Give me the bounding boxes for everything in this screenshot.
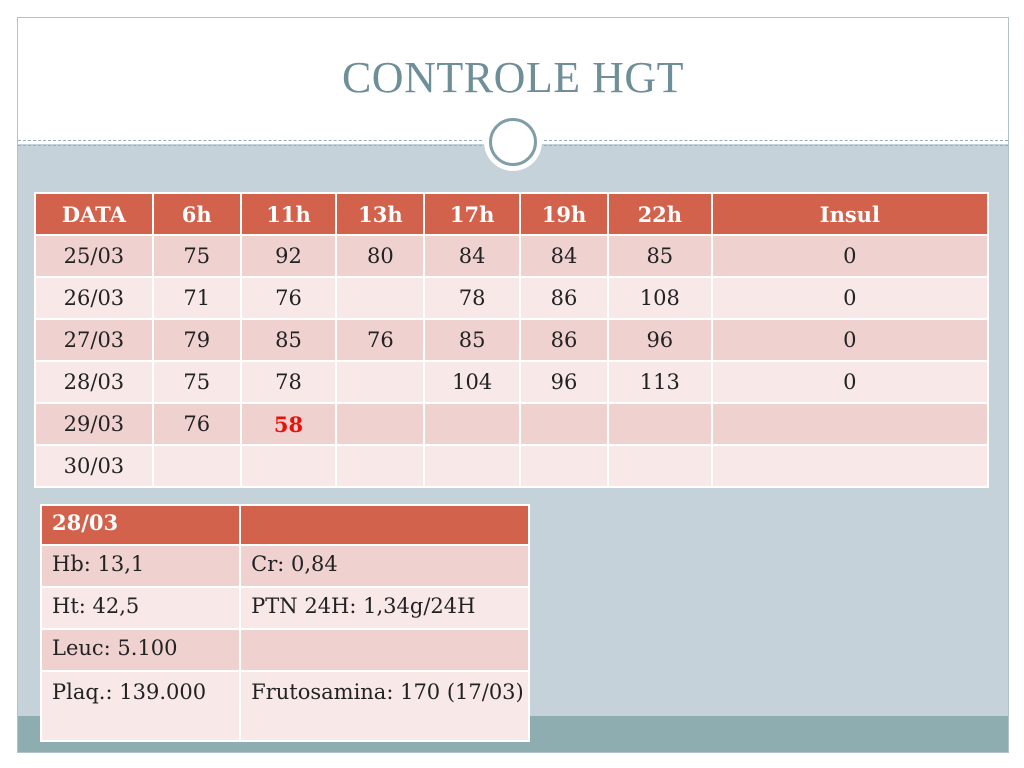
table-cell — [712, 403, 988, 445]
header-17h: 17h — [424, 193, 520, 235]
table-cell: 96 — [608, 319, 712, 361]
table-cell: 30/03 — [35, 445, 153, 487]
table-cell: Frutosamina: 170 (17/03) — [240, 671, 529, 741]
lab-results-table — [40, 504, 530, 742]
table-cell — [712, 445, 988, 487]
table-cell: 86 — [520, 319, 608, 361]
header-6h: 6h — [153, 193, 241, 235]
table-cell: 80 — [336, 235, 424, 277]
table-cell: PTN 24H: 1,34g/24H — [240, 587, 529, 629]
table-cell: 0 — [712, 235, 988, 277]
table-cell: 78 — [424, 277, 520, 319]
table-cell: 104 — [424, 361, 520, 403]
table-cell — [153, 445, 241, 487]
table-cell: 84 — [520, 235, 608, 277]
table-cell — [336, 403, 424, 445]
table-cell: 86 — [520, 277, 608, 319]
table-cell — [424, 403, 520, 445]
table-cell — [520, 445, 608, 487]
header-19h: 19h — [520, 193, 608, 235]
table-cell: 92 — [241, 235, 337, 277]
header-11h: 11h — [241, 193, 337, 235]
table-cell: 26/03 — [35, 277, 153, 319]
slide-title: CONTROLE HGT — [341, 53, 685, 102]
table-cell: 25/03 — [35, 235, 153, 277]
table-cell — [241, 445, 337, 487]
table-cell: Leuc: 5.100 — [41, 629, 240, 671]
table-cell: 84 — [424, 235, 520, 277]
table-cell — [336, 361, 424, 403]
hgt-table — [34, 192, 989, 488]
circle-ornament-icon — [484, 113, 542, 171]
table-row — [35, 403, 988, 445]
slide — [17, 17, 1009, 753]
table-cell: 85 — [608, 235, 712, 277]
table-cell: 29/03 — [35, 403, 153, 445]
table-row — [41, 545, 529, 587]
table-cell: 0 — [712, 277, 988, 319]
table-row — [41, 587, 529, 629]
table-cell: Cr: 0,84 — [240, 545, 529, 587]
header-22h: 22h — [608, 193, 712, 235]
table-cell: 76 — [336, 319, 424, 361]
table-cell — [336, 445, 424, 487]
table-cell: 76 — [241, 277, 337, 319]
table-row — [35, 235, 988, 277]
table-row — [35, 445, 988, 487]
lab-header-blank — [240, 505, 529, 545]
table-cell — [608, 403, 712, 445]
table-cell: 79 — [153, 319, 241, 361]
table-cell: 71 — [153, 277, 241, 319]
table-cell: 113 — [608, 361, 712, 403]
table-cell: 78 — [241, 361, 337, 403]
table-header-row — [35, 193, 988, 235]
table-cell: 108 — [608, 277, 712, 319]
ring-icon — [489, 118, 537, 166]
table-cell — [608, 445, 712, 487]
lab-header-date: 28/03 — [41, 505, 240, 545]
table-cell: 96 — [520, 361, 608, 403]
table-cell: Hb: 13,1 — [41, 545, 240, 587]
table-cell: Ht: 42,5 — [41, 587, 240, 629]
table-row — [35, 319, 988, 361]
table-cell: 27/03 — [35, 319, 153, 361]
table-header-row — [41, 505, 529, 545]
table-cell — [424, 445, 520, 487]
header-13h: 13h — [336, 193, 424, 235]
table-cell: 85 — [424, 319, 520, 361]
table-row — [41, 629, 529, 671]
table-cell: 0 — [712, 361, 988, 403]
header-insul: Insul — [712, 193, 988, 235]
table-cell — [520, 403, 608, 445]
table-row — [41, 671, 529, 741]
table-row — [35, 361, 988, 403]
table-cell: 75 — [153, 361, 241, 403]
table-cell: 76 — [153, 403, 241, 445]
table-cell — [336, 277, 424, 319]
table-cell: 0 — [712, 319, 988, 361]
low-glucose-cell: 58 — [241, 403, 337, 445]
table-cell: 28/03 — [35, 361, 153, 403]
table-row — [35, 277, 988, 319]
table-cell: 75 — [153, 235, 241, 277]
header-data: DATA — [35, 193, 153, 235]
table-cell: Plaq.: 139.000 — [41, 671, 240, 741]
table-cell: 85 — [241, 319, 337, 361]
table-cell — [240, 629, 529, 671]
